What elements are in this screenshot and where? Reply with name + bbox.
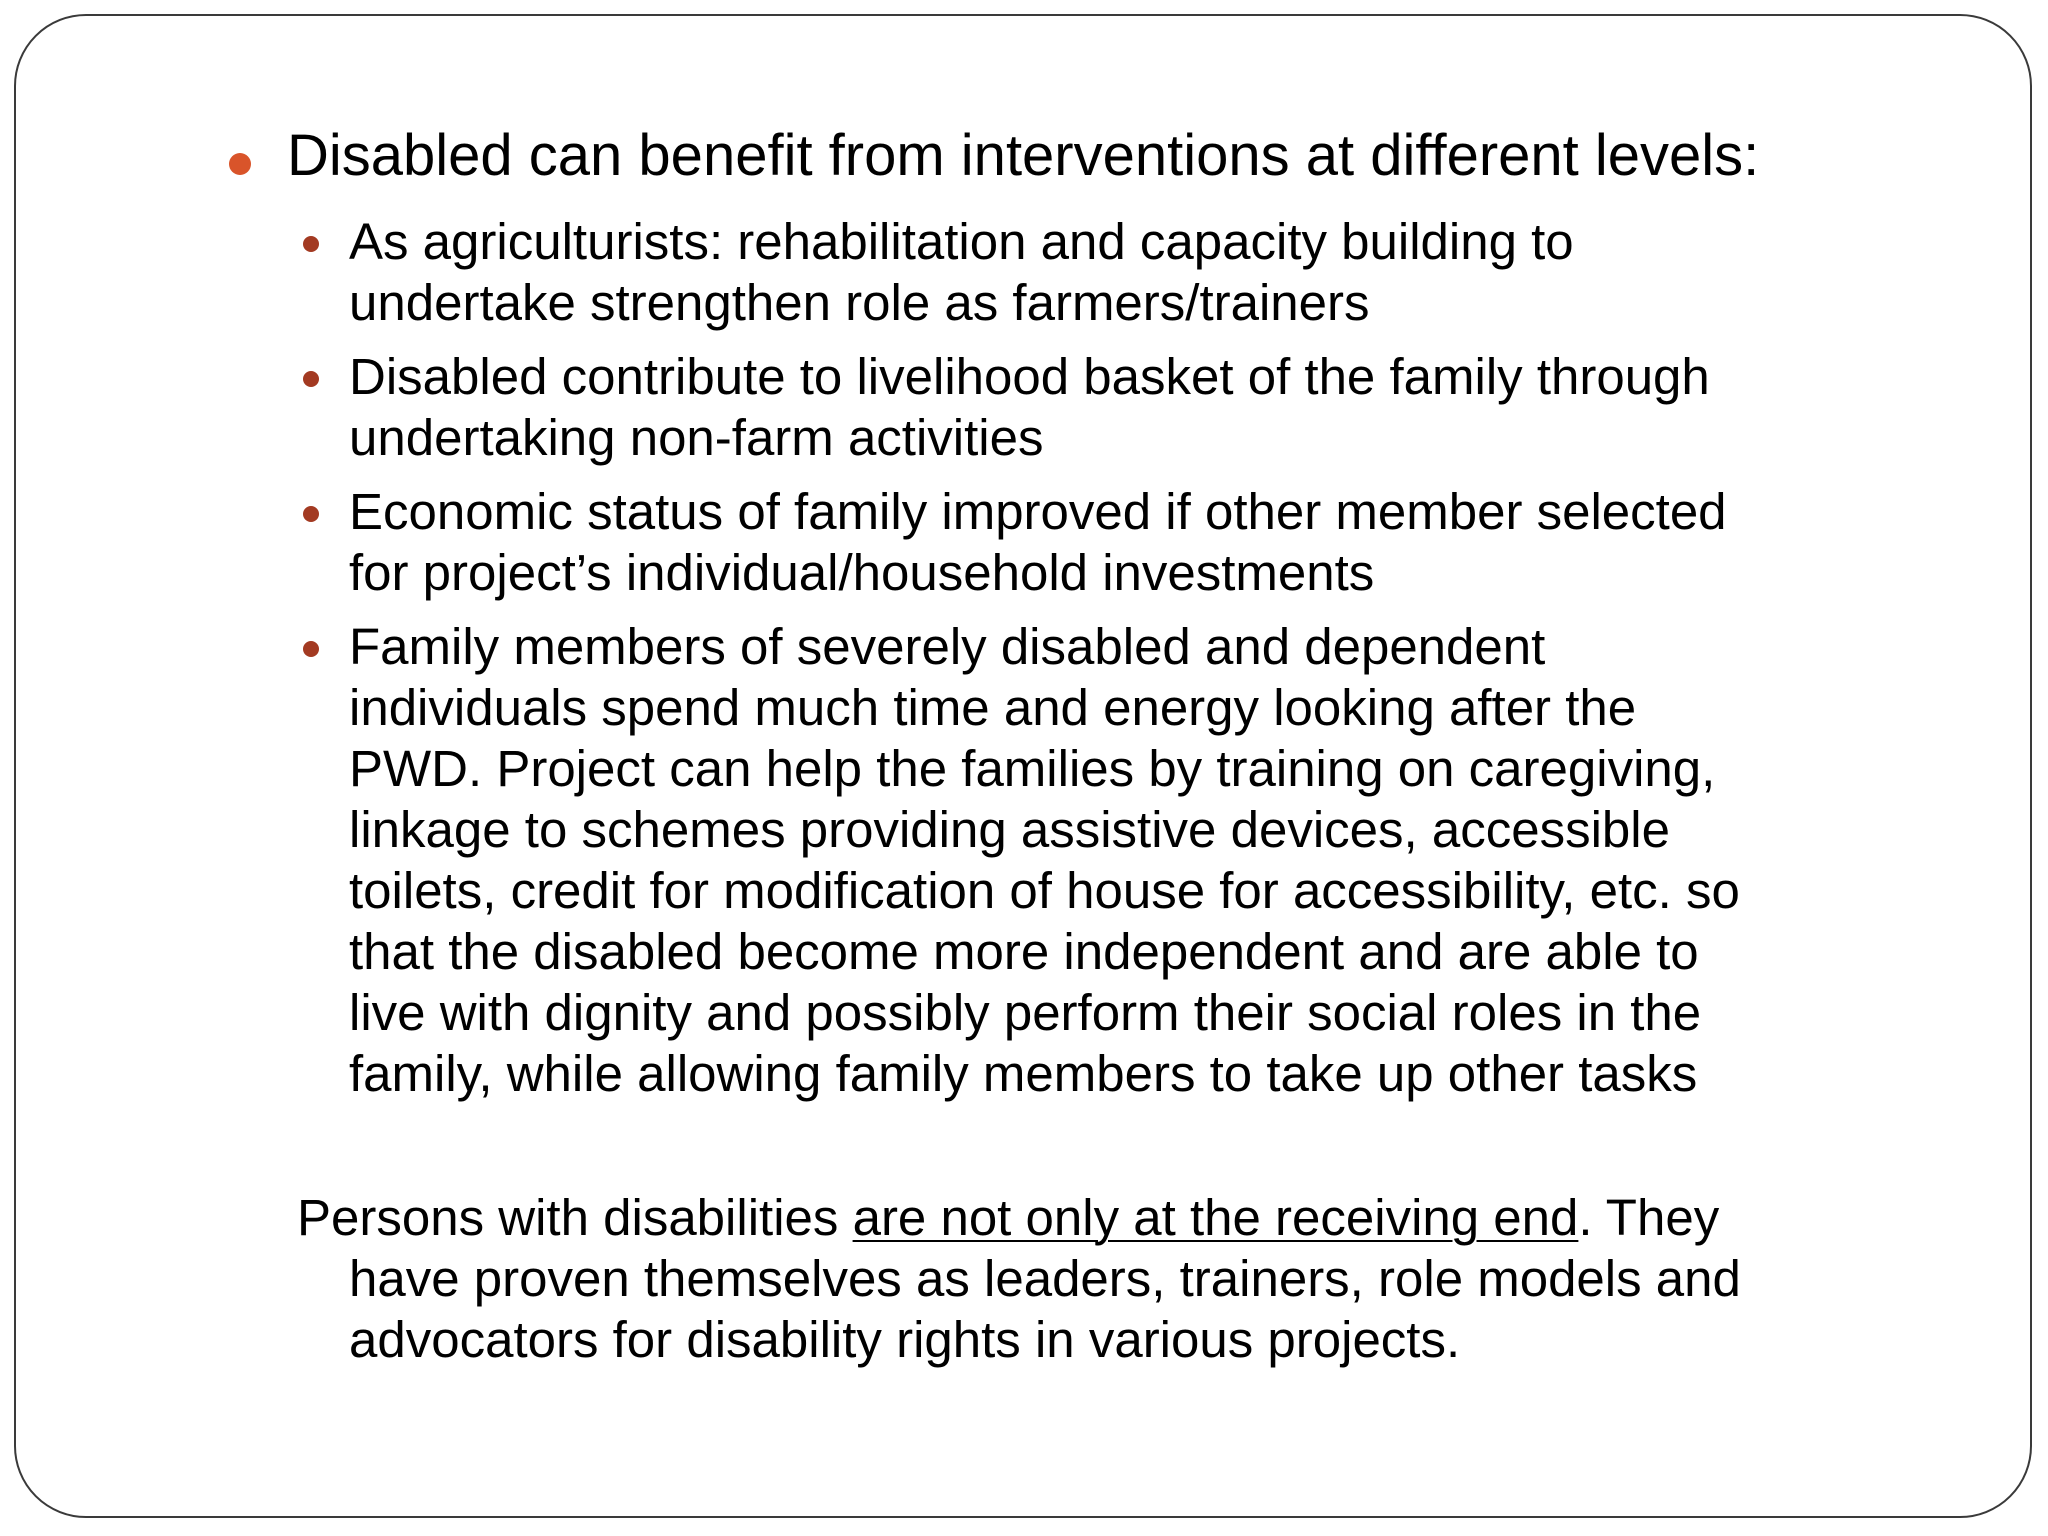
- closing-first-line: [297, 1187, 1741, 1248]
- sub-bullet-icon: [303, 641, 319, 657]
- sub-bullet-line: live with dignity and possibly perform their social roles in the: [349, 984, 1702, 1041]
- sub-bullet-line: family, while allowing family members to take up other tasks: [349, 1045, 1698, 1102]
- sub-bullet-icon: [303, 236, 319, 252]
- closing-suffix: . They: [1578, 1189, 1720, 1246]
- sub-bullet-line: Family members of severely disabled and dependent: [349, 618, 1546, 675]
- sub-bullet-list: [349, 211, 1989, 1117]
- closing-paragraph: [297, 1187, 1741, 1370]
- sub-bullet-line: individuals spend much time and energy looking after the: [349, 679, 1637, 736]
- sub-bullet-item: [349, 616, 1989, 1104]
- sub-bullet-line: Disabled contribute to livelihood basket of the family through: [349, 348, 1710, 405]
- sub-bullet-line: Economic status of family improved if other member selected: [349, 483, 1727, 540]
- sub-bullet-line: As agriculturists: rehabilitation and capacity building to: [349, 213, 1574, 270]
- sub-bullet-line: toilets, credit for modification of house for accessibility, etc. so: [349, 862, 1740, 919]
- sub-bullet-line: that the disabled become more independent and are able to: [349, 923, 1699, 980]
- closing-underlined-phrase: are not only at the receiving end: [852, 1189, 1579, 1246]
- sub-bullet-line: linkage to schemes providing assistive devices, accessible: [349, 801, 1670, 858]
- sub-bullet-icon: [303, 506, 319, 522]
- sub-bullet-item: [349, 346, 1989, 468]
- closing-line: have proven themselves as leaders, trainers, role models and: [349, 1250, 1741, 1307]
- sub-bullet-item: [349, 211, 1989, 333]
- sub-bullet-line: for project’s individual/household investments: [349, 544, 1375, 601]
- sub-bullet-line: undertake strengthen role as farmers/trainers: [349, 274, 1370, 331]
- sub-bullet-line: PWD. Project can help the families by training on caregiving,: [349, 740, 1716, 797]
- sub-bullet-item: [349, 481, 1989, 603]
- main-bullet-icon: [229, 153, 251, 175]
- main-bullet-text: Disabled can benefit from interventions at different levels:: [287, 123, 1760, 188]
- sub-bullet-icon: [303, 371, 319, 387]
- closing-prefix: Persons with disabilities: [297, 1189, 853, 1246]
- sub-bullet-line: undertaking non-farm activities: [349, 409, 1044, 466]
- closing-line: advocators for disability rights in various projects.: [349, 1311, 1461, 1368]
